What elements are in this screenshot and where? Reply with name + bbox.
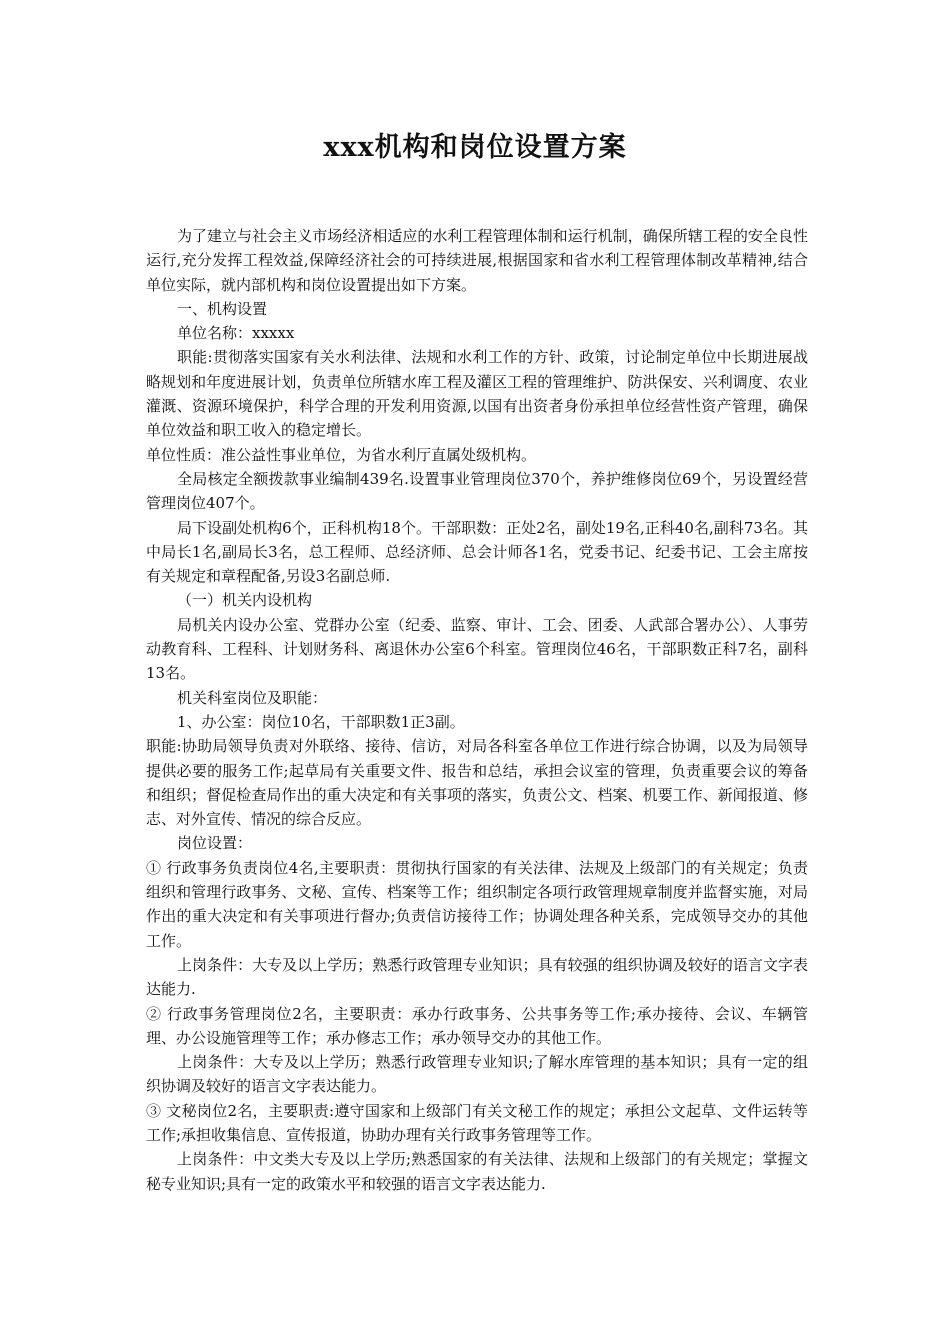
paragraph: ① 行政事务负责岗位4名,主要职责：贯彻执行国家的有关法律、法规及上级部门的有关规定；负责组织和管理行政事务、文秘、宣传、档案等工作；组织制定各项行政管理规章制度并监督实施，对局作出的重大决定和有关事项进行督办;负责信访接待工作；协调处理各种关系，完成领导交办的其他工作。 — [146, 858, 808, 950]
paragraph: 全局核定全额拨款事业编制439名.设置事业管理岗位370个，养护维修岗位69个，另设置经营管理岗位407个。 — [146, 469, 808, 513]
paragraph: （一）机关内设机构 — [177, 591, 313, 610]
paragraph: 职能:协助局领导负责对外联络、接待、信访，对局各科室各单位工作进行综合协调，以及为局领导提供必要的服务工作;起草局有关重要文件、报告和总结，承担会议室的管理，负责重要会议的筹备和组织；督促检查局作出的重大决定和有关事项的落实，负责公文、档案、机要工作、新闻报道、修志、对外宣传、情况的综合反应。 — [146, 737, 808, 829]
paragraph: 机关科室岗位及职能： — [177, 688, 328, 707]
paragraph: 局机关内设办公室、党群办公室（纪委、监察、审计、工会、团委、人武部合署办公）、人事劳动教育科、工程科、计划财务科、离退休办公室6个科室。管理岗位46名，干部职数正科7名，副科13名。 — [146, 615, 808, 683]
paragraph: 上岗条件：中文类大专及以上学历;熟悉国家的有关法律、法规和上级部门的有关规定；掌握文秘专业知识;具有一定的政策水平和较强的语言文字表达能力. — [146, 1150, 808, 1193]
paragraph: 局下设副处机构6个，正科机构18个。干部职数：正处2名，副处19名,正科40名,副科73名。其中局长1名,副局长3名，总工程师、总经济师、总会计师各1名，党委书记、纪委书记、工会主席按有关规定和章程配备,另设3名副总师. — [146, 518, 808, 586]
paragraph: 为了建立与社会主义市场经济相适应的水利工程管理体制和运行机制，确保所辖工程的安全良性运行,充分发挥工程效益,保障经济社会的可持续进展,根据国家和省水利工程管理体制改革精神,结合单位实际，就内部机构和岗位设置提出如下方案。 — [146, 227, 808, 294]
paragraph: 上岗条件：大专及以上学历；熟悉行政管理专业知识；具有较强的组织协调及较好的语言文字表达能力. — [146, 955, 808, 999]
paragraph: 单位名称：xxxxx — [177, 324, 295, 343]
paragraph: ③ 文秘岗位2名，主要职责:遵守国家和上级部门有关文秘工作的规定；承担公文起草、文件运转等工作;承担收集信息、宣传报道，协助办理有关行政事务管理等工作。 — [146, 1101, 808, 1144]
paragraph: ② 行政事务管理岗位2名，主要职责：承办行政事务、公共事务等工作;承办接待、会议、车辆管理、办公设施管理等工作；承办修志工作；承办领导交办的其他工作。 — [146, 1004, 808, 1047]
document-body — [146, 224, 808, 1196]
paragraph: 职能:贯彻落实国家有关水利法律、法规和水利工作的方针、政策，讨论制定单位中长期进展战略规划和年度进展计划，负责单位所辖水库工程及灌区工程的管理维护、防洪保安、兴利调度、农业灌溉、资源环境保护，科学合理的开发利用资源,以国有出资者身份承担单位经营性资产管理，确保单位效益和职工收入的稳定增长。 — [146, 348, 808, 440]
document-title: xxx机构和岗位设置方案 — [323, 132, 627, 163]
paragraph: 1、办公室：岗位10名，干部职数1正3副。 — [177, 712, 465, 731]
paragraph: 上岗条件：大专及以上学历；熟悉行政管理专业知识;了解水库管理的基本知识；具有一定的组织协调及较好的语言文字表达能力。 — [146, 1053, 808, 1096]
paragraph: 单位性质：准公益性事业单位，为省水利厅直属处级机构。 — [146, 445, 537, 464]
paragraph: 一、机构设置 — [177, 299, 268, 318]
paragraph: 岗位设置： — [177, 834, 253, 853]
